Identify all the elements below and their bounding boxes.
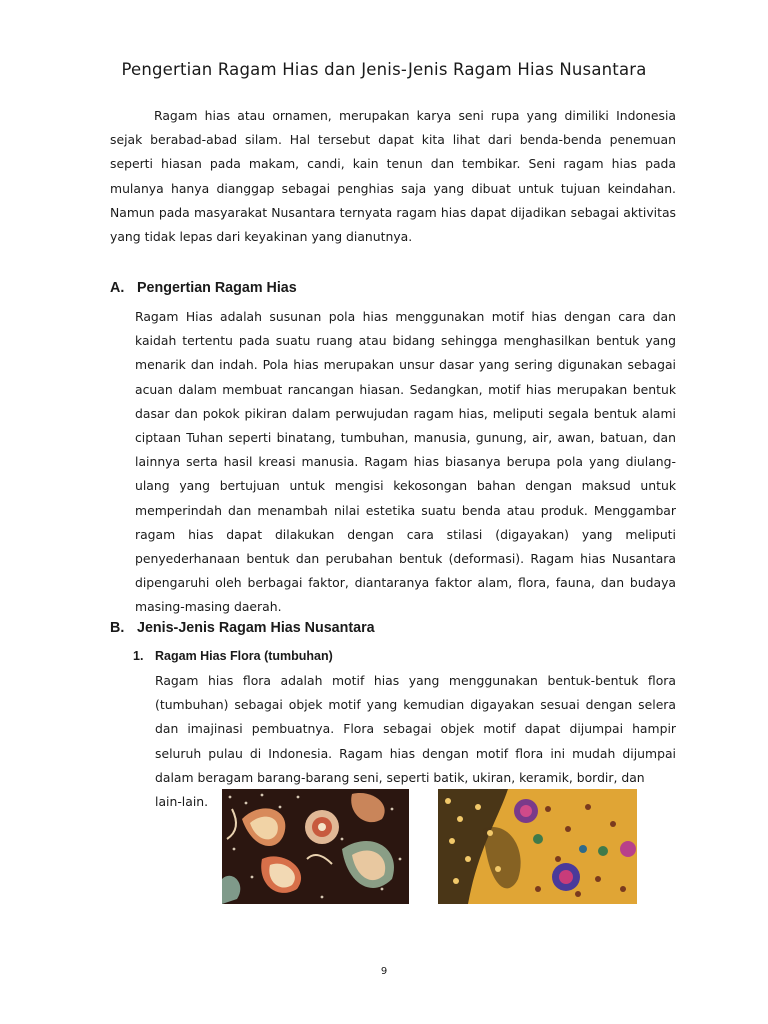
section-a-title: Pengertian Ragam Hias (137, 280, 297, 296)
batik-flora-yellow-image (438, 789, 637, 904)
section-a-paragraph (135, 305, 676, 620)
section-a-heading (110, 280, 297, 296)
section-b-heading (110, 620, 375, 636)
section-b-number: B. (110, 620, 125, 636)
subsection-1-paragraph: Ragam hias flora adalah motif hias yang menggunakan bentuk-bentuk flora (tumbuhan) sebagai objek motif yang kemudian digayakan sesuai dengan selera dan imajinasi pembuatnya. Flora sebagai objek motif dapat dijumpai hampir seluruh pulau di Indonesia. Ragam hias dengan motif flora ini mudah dijumpai dalam beragam barang-barang seni, seperti batik, ukiran, keramik, bordir, dan (155, 673, 676, 785)
page-number: 9 (380, 966, 388, 977)
intro-paragraph: Ragam hias atau ornamen, merupakan karya seni rupa yang dimiliki Indonesia sejak berabad-abad silam. Hal tersebut dapat kita lihat dari benda-benda penemuan seperti hiasan pada makam, candi, kain tenun dan tembikar. Seni ragam hias pada mulanya hanya dianggap sebagai penghias saja yang dibuat untuk tujuan keindahan. Namun pada masyarakat Nusantara ternyata ragam hias dapat dijadikan sebagai aktivitas yang tidak lepas dari keyakinan yang dianutnya. (110, 108, 676, 245)
section-a-number: A. (110, 280, 125, 296)
section-b-title: Jenis-Jenis Ragam Hias Nusantara (137, 620, 375, 636)
batik-flora-dark-image (222, 789, 409, 904)
subsection-1-heading (133, 649, 333, 663)
subsection-1-title: Ragam Hias Flora (tumbuhan) (155, 649, 333, 663)
section-a-body: Ragam Hias adalah susunan pola hias menggunakan motif hias dengan cara dan kaidah tertentu pada suatu ruang atau bidang sehingga menghasilkan bentuk yang menarik dan indah. Pola hias merupakan unsur dasar yang sering digunakan sebagai acuan dalam membuat rancangan hiasan. Sedangkan, motif hias merupakan bentuk dasar dan pokok pikiran dalam perwujudan ragam hias, meliputi segala bentuk alami ciptaan Tuhan seperti binatang, tumbuhan, manusia, gunung, air, awan, batuan, dan lainnya serta hasil kreasi manusia. Ragam hias biasanya berupa pola yang diulang-ulang yang bertujuan untuk mengisi kekosongan bahan dengan maksud untuk memperindah dan menambah nilai estetika suatu benda atau produk. Menggambar ragam hias dapat dilakukan dengan cara stilasi (digayakan) yang meliputi penyederhanaan bentuk dan perubahan bentuk (deformasi). Ragam hias Nusantara dipengaruhi oleh berbagai faktor, diantaranya faktor alam, flora, fauna, dan budaya masing-masing daerah. (135, 309, 676, 615)
subsection-1-paragraph-end: lain-lain. (155, 794, 209, 809)
subsection-1-number: 1. (133, 649, 144, 663)
page-title: Pengertian Ragam Hias dan Jenis-Jenis Ragam Hias Nusantara (121, 60, 647, 79)
